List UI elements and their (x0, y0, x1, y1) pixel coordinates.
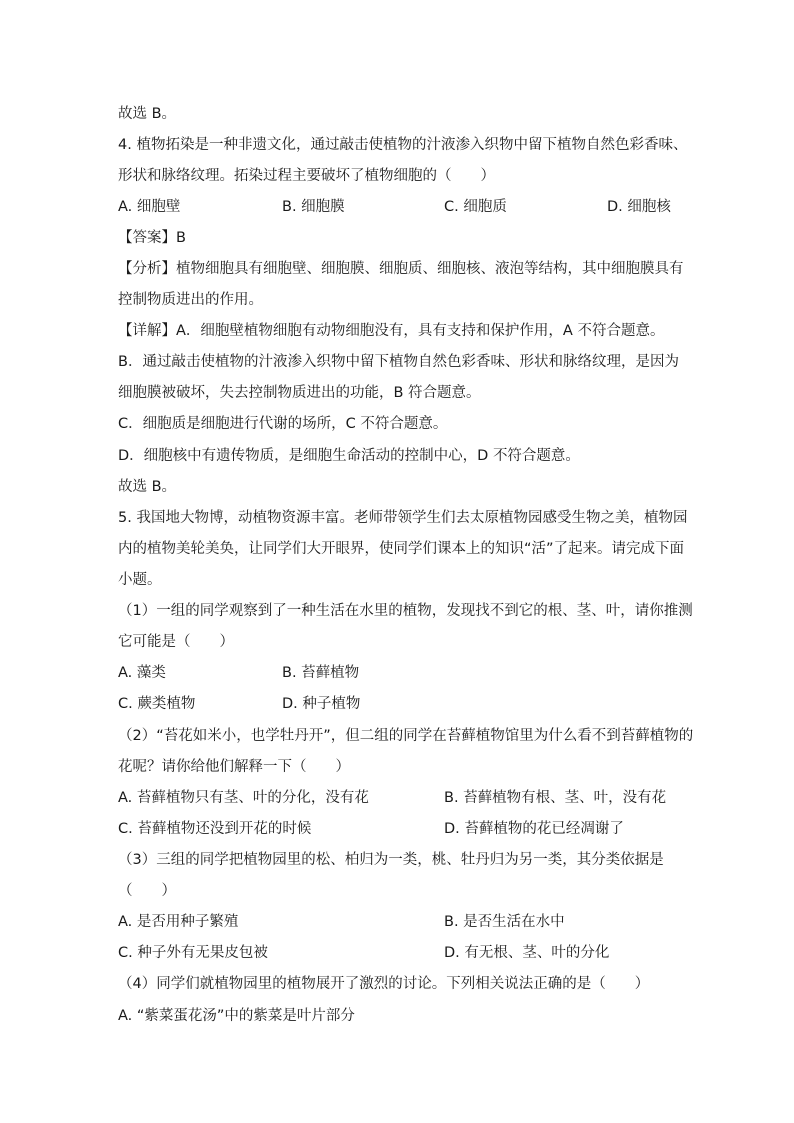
q5-sub2-option-b: B. 苔藓植物有根、茎、叶，没有花 (444, 790, 667, 806)
q3-conclusion: 故选 B。 (118, 106, 177, 122)
q5-sub2-line-1: （2）“苔花如米小，也学牡丹开”，但二组的同学在苔藓植物馆里为什么看不到苔藓植物的 (118, 728, 694, 744)
q5-sub1-option-c: C. 蕨类植物 (118, 696, 196, 712)
q4-detail-line-1: 【详解】A．细胞壁植物细胞有动物细胞没有，具有支持和保护作用，A 不符合题意。 (118, 323, 665, 339)
q4-detail-line-5: D．细胞核中有遗传物质，是细胞生命活动的控制中心，D 不符合题意。 (118, 448, 580, 464)
q5-sub1-option-d: D. 种子植物 (282, 696, 361, 712)
q5-sub4-line-1: （4）同学们就植物园里的植物展开了激烈的讨论。下列相关说法正确的是（ ） (118, 976, 650, 992)
q5-sub4-option-a: A. “紫菜蛋花汤”中的紫菜是叶片部分 (118, 1008, 355, 1024)
q5-stem-line-2: 内的植物美轮美奂，让同学们大开眼界，使同学们课本上的知识“活”了起来。请完成下面 (118, 541, 685, 557)
q5-sub1-line-2: 它可能是（ ） (118, 634, 234, 650)
q5-sub2-option-c: C. 苔藓植物还没到开花的时候 (118, 821, 312, 837)
q5-stem-line-1: 5. 我国地大物博，动植物资源丰富。老师带领学生们去太原植物园感受生物之美，植物园 (118, 510, 688, 526)
q4-detail-line-4: C．细胞质是细胞进行代谢的场所，C 不符合题意。 (118, 416, 448, 432)
q4-analysis-line-1: 【分析】植物细胞具有细胞壁、细胞膜、细胞质、细胞核、液泡等结构，其中细胞膜具有 (118, 261, 684, 277)
q4-option-c: C. 细胞质 (444, 199, 507, 215)
q4-detail-line-3: 细胞膜被破坏，失去控制物质进出的功能，B 符合题意。 (118, 385, 481, 401)
q5-sub1-option-b: B. 苔藓植物 (282, 665, 360, 681)
q5-sub3-line-1: （3）三组的同学把植物园里的松、柏归为一类，桃、牡丹归为另一类，其分类依据是 (118, 852, 664, 868)
q4-stem-line-2: 形状和脉络纹理。拓染过程主要破坏了植物细胞的（ ） (118, 168, 495, 184)
q5-sub3-option-c: C. 种子外有无果皮包被 (118, 945, 268, 961)
q5-sub3-line-2: （ ） (118, 883, 176, 899)
q5-sub2-option-a: A. 苔藓植物只有茎、叶的分化，没有花 (118, 790, 369, 806)
q5-sub1-line-1: （1）一组的同学观察到了一种生活在水里的植物，发现找不到它的根、茎、叶，请你推测 (118, 603, 693, 619)
q4-conclusion: 故选 B。 (118, 479, 177, 495)
q5-sub2-option-d: D. 苔藓植物的花已经凋谢了 (444, 821, 624, 837)
q4-stem-line-1: 4. 植物拓染是一种非遗文化，通过敲击使植物的汁液渗入织物中留下植物自然色彩香味、 (118, 137, 688, 153)
q5-sub3-option-a: A. 是否用种子繁殖 (118, 914, 239, 930)
q5-sub3-option-d: D. 有无根、茎、叶的分化 (444, 945, 610, 961)
q5-sub1-option-a: A. 藻类 (118, 665, 166, 681)
q4-detail-line-2: B．通过敲击使植物的汁液渗入织物中留下植物自然色彩香味、形状和脉络纹理，是因为 (118, 354, 679, 370)
q4-analysis-line-2: 控制物质进出的作用。 (118, 292, 263, 308)
q5-stem-line-3: 小题。 (118, 572, 162, 588)
q4-option-b: B. 细胞膜 (282, 199, 345, 215)
q4-option-d: D. 细胞核 (607, 199, 671, 215)
q4-answer: 【答案】B (118, 230, 186, 246)
q4-option-a: A. 细胞壁 (118, 199, 181, 215)
q5-sub2-line-2: 花呢？请你给他们解释一下（ ） (118, 759, 350, 775)
q5-sub3-option-b: B. 是否生活在水中 (444, 914, 565, 930)
